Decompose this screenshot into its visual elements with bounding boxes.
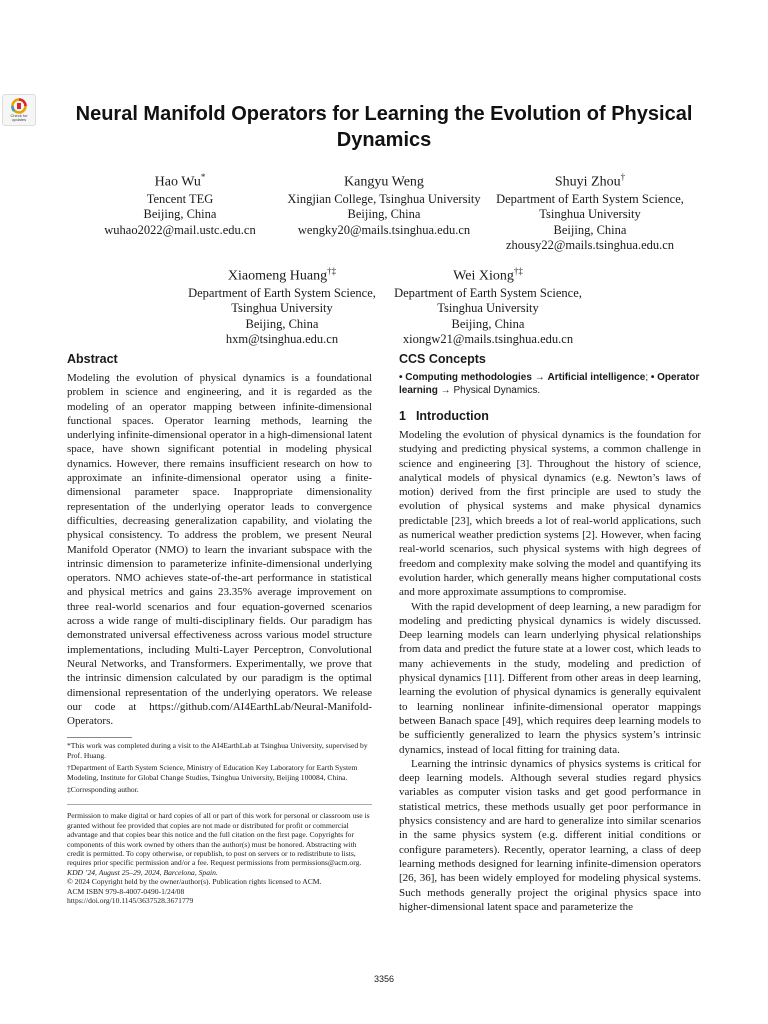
author-affiliation: Department of Earth System Science,: [394, 285, 582, 300]
ccs-term: • Computing methodologies: [399, 372, 532, 383]
ccs-term: Artificial intelligence: [547, 372, 646, 383]
author-block: [80, 168, 280, 238]
ccs-arrow: →: [531, 372, 548, 383]
author-block: [490, 168, 690, 254]
author-email[interactable]: zhousy22@mails.tsinghua.edu.cn: [505, 238, 675, 253]
abstract-heading: Abstract: [67, 352, 118, 366]
section-title: Introduction: [415, 409, 489, 423]
author-affiliation: Tsinghua University: [539, 207, 641, 222]
author-block: [386, 262, 590, 348]
copyright-line: © 2024 Copyright held by the owner/author(s). Publication rights licensed to ACM.: [67, 877, 322, 887]
footnote: ‡Corresponding author.: [67, 785, 139, 795]
ccs-concepts: [399, 371, 701, 397]
author-email[interactable]: xiongw21@mails.tsinghua.edu.cn: [402, 332, 574, 347]
author-name: Hao Wu: [154, 174, 201, 190]
author-email[interactable]: hxm@tsinghua.edu.cn: [225, 332, 339, 347]
ccs-term: Physical Dynamics.: [453, 385, 541, 396]
ccs-arrow: →: [437, 385, 454, 396]
author-mark: †: [620, 172, 626, 182]
author-mark: †‡: [513, 266, 523, 276]
intro-paragraph: Learning the intrinsic dynamics of physics systems is critical for deep learning models. Although several studies regard physics variables as computer vision tasks and get good performance in statistical metrics, these methods usually get poor performance in physics consistency and are hard to generalize into similar scenarios in the same physics system (e.g. different initial conditions or configure parameters). Recently, operator learning, a class of deep learning methods designed for learning infinite-dimension operators [26, 36], has been widely employed for modeling physical systems. Such methods generally project the original physics space into higher-dimensional latent space and parameterize the: [399, 757, 701, 913]
author-name: Kangyu Weng: [344, 174, 424, 190]
footnote: †Department of Earth System Science, Ministry of Education Key Laboratory for Earth System Modeling, Institute for Global Change Studies, Tsinghua University, Beijing 100084, China.: [67, 763, 358, 782]
author-block: [182, 262, 382, 348]
author-location: Beijing, China: [553, 222, 627, 237]
ccs-heading: CCS Concepts: [399, 352, 486, 366]
author-name: Xiaomeng Huang: [227, 268, 328, 284]
intro-paragraph: Modeling the evolution of physical dynamics is the foundation for studying and predicting physical systems, a common challenge in science and engineering [3]. Throughout the history of science, analytical models of physical dynamics (e.g. Newton’s laws of motion) derived from the first principle are used to study the evolution of physical systems and make physical dynamics predictable [23], which breeds a lot of real-world applications, such as numerical weather prediction systems [2]. However, when facing real-world scenarios, such physical systems with high degrees of freedom and complexity make solving the model and quantifying its evolution harder, which generally means higher computational costs and more approximate assumptions to compromise.: [399, 429, 701, 599]
author-location: Beijing, China: [143, 207, 217, 222]
author-affiliation: Tencent TEG: [146, 191, 214, 206]
crossmark-icon: [11, 98, 27, 114]
footnote-rule: [67, 737, 132, 738]
author-mark: *: [200, 172, 206, 182]
badge-label: Check for updates: [10, 113, 28, 122]
author-name: Shuyi Zhou: [554, 174, 621, 190]
check-for-updates-badge[interactable]: [2, 94, 36, 126]
author-affiliation: Department of Earth System Science,: [188, 285, 376, 300]
intro-heading: [399, 409, 701, 424]
author-affiliation: Tsinghua University: [437, 301, 539, 316]
right-column: [399, 352, 701, 914]
permission-text: Permission to make digital or hard copies of all or part of this work for personal or classroom use is granted without fee provided that copies are not made or distributed for profit or commercial advantage and that copies bear this notice and the full citation on the first page. Copyrights for components of this work owned by others than the author(s) must be honored. Abstracting with credit is permitted. To copy otherwise, or republish, to post on servers or to redistribute to lists, requires prior specific permission and/or a fee. Request permissions from permissions@acm.org.: [67, 811, 370, 868]
section-number: 1: [399, 409, 406, 423]
author-affiliation: Tsinghua University: [231, 301, 333, 316]
author-affiliation: Xingjian College, Tsinghua University: [287, 191, 481, 206]
page-number: 3356: [373, 974, 395, 984]
author-email[interactable]: wuhao2022@mail.ustc.edu.cn: [104, 222, 256, 237]
author-email[interactable]: wengky20@mails.tsinghua.edu.cn: [297, 222, 471, 237]
footnote: *This work was completed during a visit to the AI4EarthLab at Tsinghua University, supervised by Prof. Huang.: [67, 741, 368, 760]
isbn-line: ACM ISBN 979-8-4007-0490-1/24/08: [67, 886, 185, 896]
author-affiliation: Department of Earth System Science,: [496, 191, 684, 206]
venue-line: KDD ’24, August 25–29, 2024, Barcelona, Spain.: [67, 867, 218, 877]
permission-block: [67, 804, 372, 905]
author-mark: †‡: [327, 266, 337, 276]
abstract-text: Modeling the evolution of physical dynamics is a foundational problem in science and engineering, and it is regarded as the modeling of an operator mapping between infinite-dimensional functional spaces. Operator learning methods, learning the underlying infinite-dimensional operator in a high-dimensional latent space, have shown significant potential in modeling physical dynamics. However, there remains insufficient research on how to approximate an infinite-dimensional operator using a finite-dimensional parameter space. Inappropriate dimensionality representation of the underlying operator leads to convergence difficulties, decreasing generalization capability, and violating the physical consistency. To address the problem, we present Neural Manifold Operator (NMO) to learn the invariant subspace with the intrinsic dimension to parameterize infinite-dimensional underlying operators. NMO achieves state-of-the-art performance in statistical and physical metrics and gains 23.35% average improvement on three real-world scenarios and four equation-governed scenarios across a wide range of multi-disciplinary fields. Our paradigm has demonstrated universal effectiveness across various model structure implementations, including Multi-Layer Perceptron, Convolutional Neural Networks, and Transformers. Experimentally, we prove that the intrinsic dimension calculated by our paradigm is the optimal dimensional representation of the underlying operators. We release our code at https://github.com/AI4EarthLab/Neural-Manifold-Operators.: [67, 372, 372, 728]
doi-link[interactable]: https://doi.org/10.1145/3637528.3671779: [67, 896, 194, 906]
ccs-separator: ;: [645, 372, 651, 383]
author-location: Beijing, China: [347, 207, 421, 222]
paper-title: Neural Manifold Operators for Learning the Evolution of Physical Dynamics: [75, 103, 693, 151]
left-column: [67, 352, 372, 906]
ccs-term: • Operator learning: [399, 372, 700, 396]
author-name: Wei Xiong: [453, 268, 514, 284]
author-location: Beijing, China: [245, 316, 319, 331]
author-block: [284, 168, 484, 238]
author-location: Beijing, China: [451, 316, 525, 331]
intro-paragraph: With the rapid development of deep learning, a new paradigm for modeling and predicting physical dynamics is widely discussed. Deep learning models can learn underlying physical relationships from data and predict the future state at a lower cost, which leads to many achievements in the study, modeling and prediction of physical dynamics [11]. Different from other areas in deep learning, learning the evolution of physical dynamics is generally equivalent to learning nonlinear infinite-dimensional operator mappings between Banach space [49], which requires deep learning models to be sufficiently generalized to learn the physics system’s intrinsic dynamics, instead of local fitting for training data.: [399, 600, 701, 756]
